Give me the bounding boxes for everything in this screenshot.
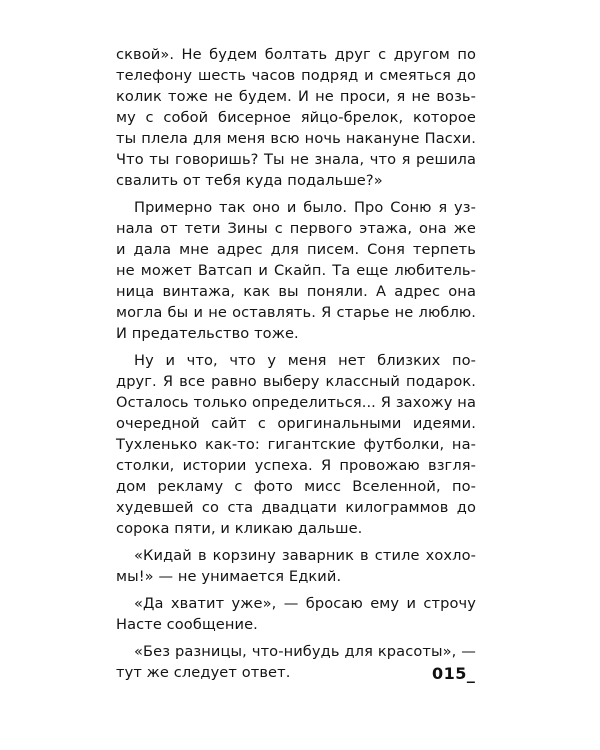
text-line: И предательство тоже. xyxy=(116,325,299,342)
text-line: могла бы и не оставлять. Я старье не люблю. xyxy=(116,304,476,321)
text-line: и дала мне адрес для писем. Соня терпеть xyxy=(116,241,476,258)
text-line: Что ты говоришь? Ты не знала, что я решила xyxy=(116,151,476,168)
text-line: мы!» — не унимается Едкий. xyxy=(116,568,342,585)
text-line: сорока пяти, и кликаю дальше. xyxy=(116,520,363,537)
text-line: «Да хватит уже», — бросаю ему и строчу xyxy=(134,595,476,612)
text-line: Тухленько как-то: гигантские футболки, на- xyxy=(116,436,476,453)
text-line: дом рекламу с фото мисс Вселенной, по- xyxy=(116,478,476,495)
text-line: тут же следует ответ. xyxy=(116,664,291,681)
text-line: нала от тети Зины с первого этажа, она же xyxy=(116,220,476,237)
text-line: худевшей со ста двадцати килограммов до xyxy=(116,499,476,516)
text-line: ница винтажа, как вы поняли. А адрес она xyxy=(116,283,476,300)
paragraph-6 xyxy=(116,641,476,683)
text-line: «Без разницы, что-нибудь для красоты», — xyxy=(134,643,476,660)
book-page xyxy=(116,44,476,744)
page-number: 015_ xyxy=(432,664,476,683)
text-line: сквой». Не будем болтать друг с другом по xyxy=(116,46,476,63)
text-line: свалить от тебя куда подальше?» xyxy=(116,172,383,189)
text-line: колик тоже не будем. И не проси, я не возь- xyxy=(116,88,476,105)
paragraph-1 xyxy=(116,44,476,191)
text-line: очередной сайт с оригинальными идеями. xyxy=(116,415,476,432)
paragraph-3 xyxy=(116,350,476,539)
text-line: друг. Я все равно выберу классный подарок. xyxy=(116,373,476,390)
paragraph-4 xyxy=(116,545,476,587)
text-line: му с собой бисерное яйцо-брелок, которое xyxy=(116,109,476,126)
text-line: не может Ватсап и Скайп. Та еще любитель- xyxy=(116,262,476,279)
text-line: ты плела для меня всю ночь накануне Пасхи. xyxy=(116,130,476,147)
paragraph-5 xyxy=(116,593,476,635)
text-line: телефону шесть часов подряд и смеяться до xyxy=(116,67,476,84)
text-line: Ну и что, что у меня нет близких по- xyxy=(134,352,476,369)
text-line: Осталось только определиться... Я захожу на xyxy=(116,394,476,411)
paragraph-2 xyxy=(116,197,476,344)
text-line: Насте сообщение. xyxy=(116,616,258,633)
text-line: столки, истории успеха. Я провожаю взгля- xyxy=(116,457,476,474)
text-line: Примерно так оно и было. Про Соню я уз- xyxy=(134,199,476,216)
text-line: «Кидай в корзину заварник в стиле хохло- xyxy=(134,547,476,564)
